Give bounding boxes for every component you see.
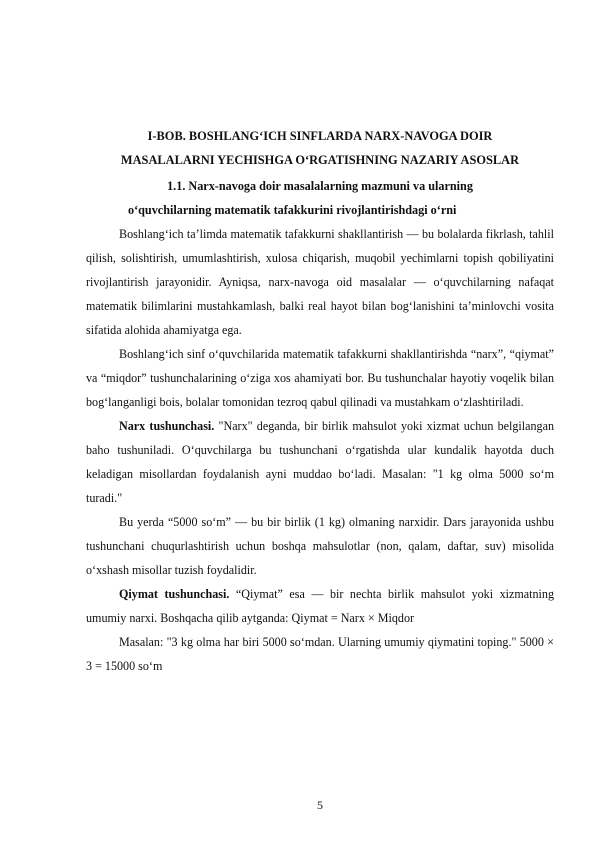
paragraph-text: Boshlang‘ich sinf o‘quvchilarida matematik tafakkurni shakllantirishda “narx”, “qiymat” va “miqdor” tushunchalarining o‘ziga xos ahamiyati bor. Bu tushunchalar hayotiy voqelik bilan bog‘langanligi bois, bolalar tomonidan tezroq qabul qilinadi va mustahkam o‘zlashtiriladi. — [86, 347, 554, 409]
paragraph — [86, 582, 554, 630]
paragraph — [86, 630, 554, 678]
paragraph-text: Boshlang‘ich ta’limda matematik tafakkurni shakllantirish — bu bolalarda fikrlash, tahlil qilish, solishtirish, umumlashtirish, xulosa chiqarish, muqobil yechimlarni topish qobiliyatini rivojlantirish jarayonidir. Ayniqsa, narx-navoga oid masalalar — o‘quvchilarning nafaqat matematik bilimlarini mustahkamlash, balki real hayot bilan bog‘lanishini ta’minlovchi vosita sifatida alohida ahamiyatga ega. — [86, 227, 554, 337]
page-number: 5 — [317, 798, 323, 812]
paragraph-text: “Qiymat” esa — bir nechta birlik mahsulot yoki xizmatning umumiy narxi. Boshqacha qilib aytganda: Qiymat = Narx × Miqdor — [86, 587, 555, 625]
body-text — [86, 222, 554, 678]
paragraph — [86, 414, 554, 510]
section-title-line1: 1.1. Narx-navoga doir masalalarning mazmuni va ularning — [167, 179, 473, 193]
paragraph-lead: Qiymat tushunchasi. — [119, 587, 230, 601]
paragraph — [86, 222, 554, 342]
paragraph-text: "Narx" deganda, bir birlik mahsulot yoki xizmat uchun belgilangan baho tushuniladi. O‘quvchilarga bu tushunchani o‘rgatishda ular kundalik hayotda duch keladigan misollardan foydalanish ayni muddao bo‘ladi. Masalan: "1 kg olma 5000 so‘m turadi." — [86, 419, 555, 505]
paragraph-lead: Narx tushunchasi. — [119, 419, 215, 433]
chapter-title-line2: MASALALARNI YECHISHGA O‘RGATISHNING NAZARIY ASOSLAR — [120, 153, 520, 167]
chapter-title-line1: I-BOB. BOSHLANG‘ICH SINFLARDA NARX-NAVOGA DOIR — [147, 129, 493, 143]
paragraph — [86, 342, 554, 414]
paragraph-text: Bu yerda “5000 so‘m” — bu bir birlik (1 kg) olmaning narxidir. Dars jarayonida ushbu tushunchani chuqurlashtirish uchun boshqa mahsulotlar (non, qalam, daftar, suv) misolida o‘xshash misollar tuzish foydalidir. — [86, 515, 554, 577]
section-title-line2: o‘quvchilarning matematik tafakkurini rivojlantirishdagi o‘rni — [128, 203, 457, 217]
paragraph — [86, 510, 554, 582]
paragraph-text: Masalan: "3 kg olma har biri 5000 so‘mdan. Ularning umumiy qiymatini toping." 5000 × 3 = 15000 so‘m — [86, 635, 554, 673]
